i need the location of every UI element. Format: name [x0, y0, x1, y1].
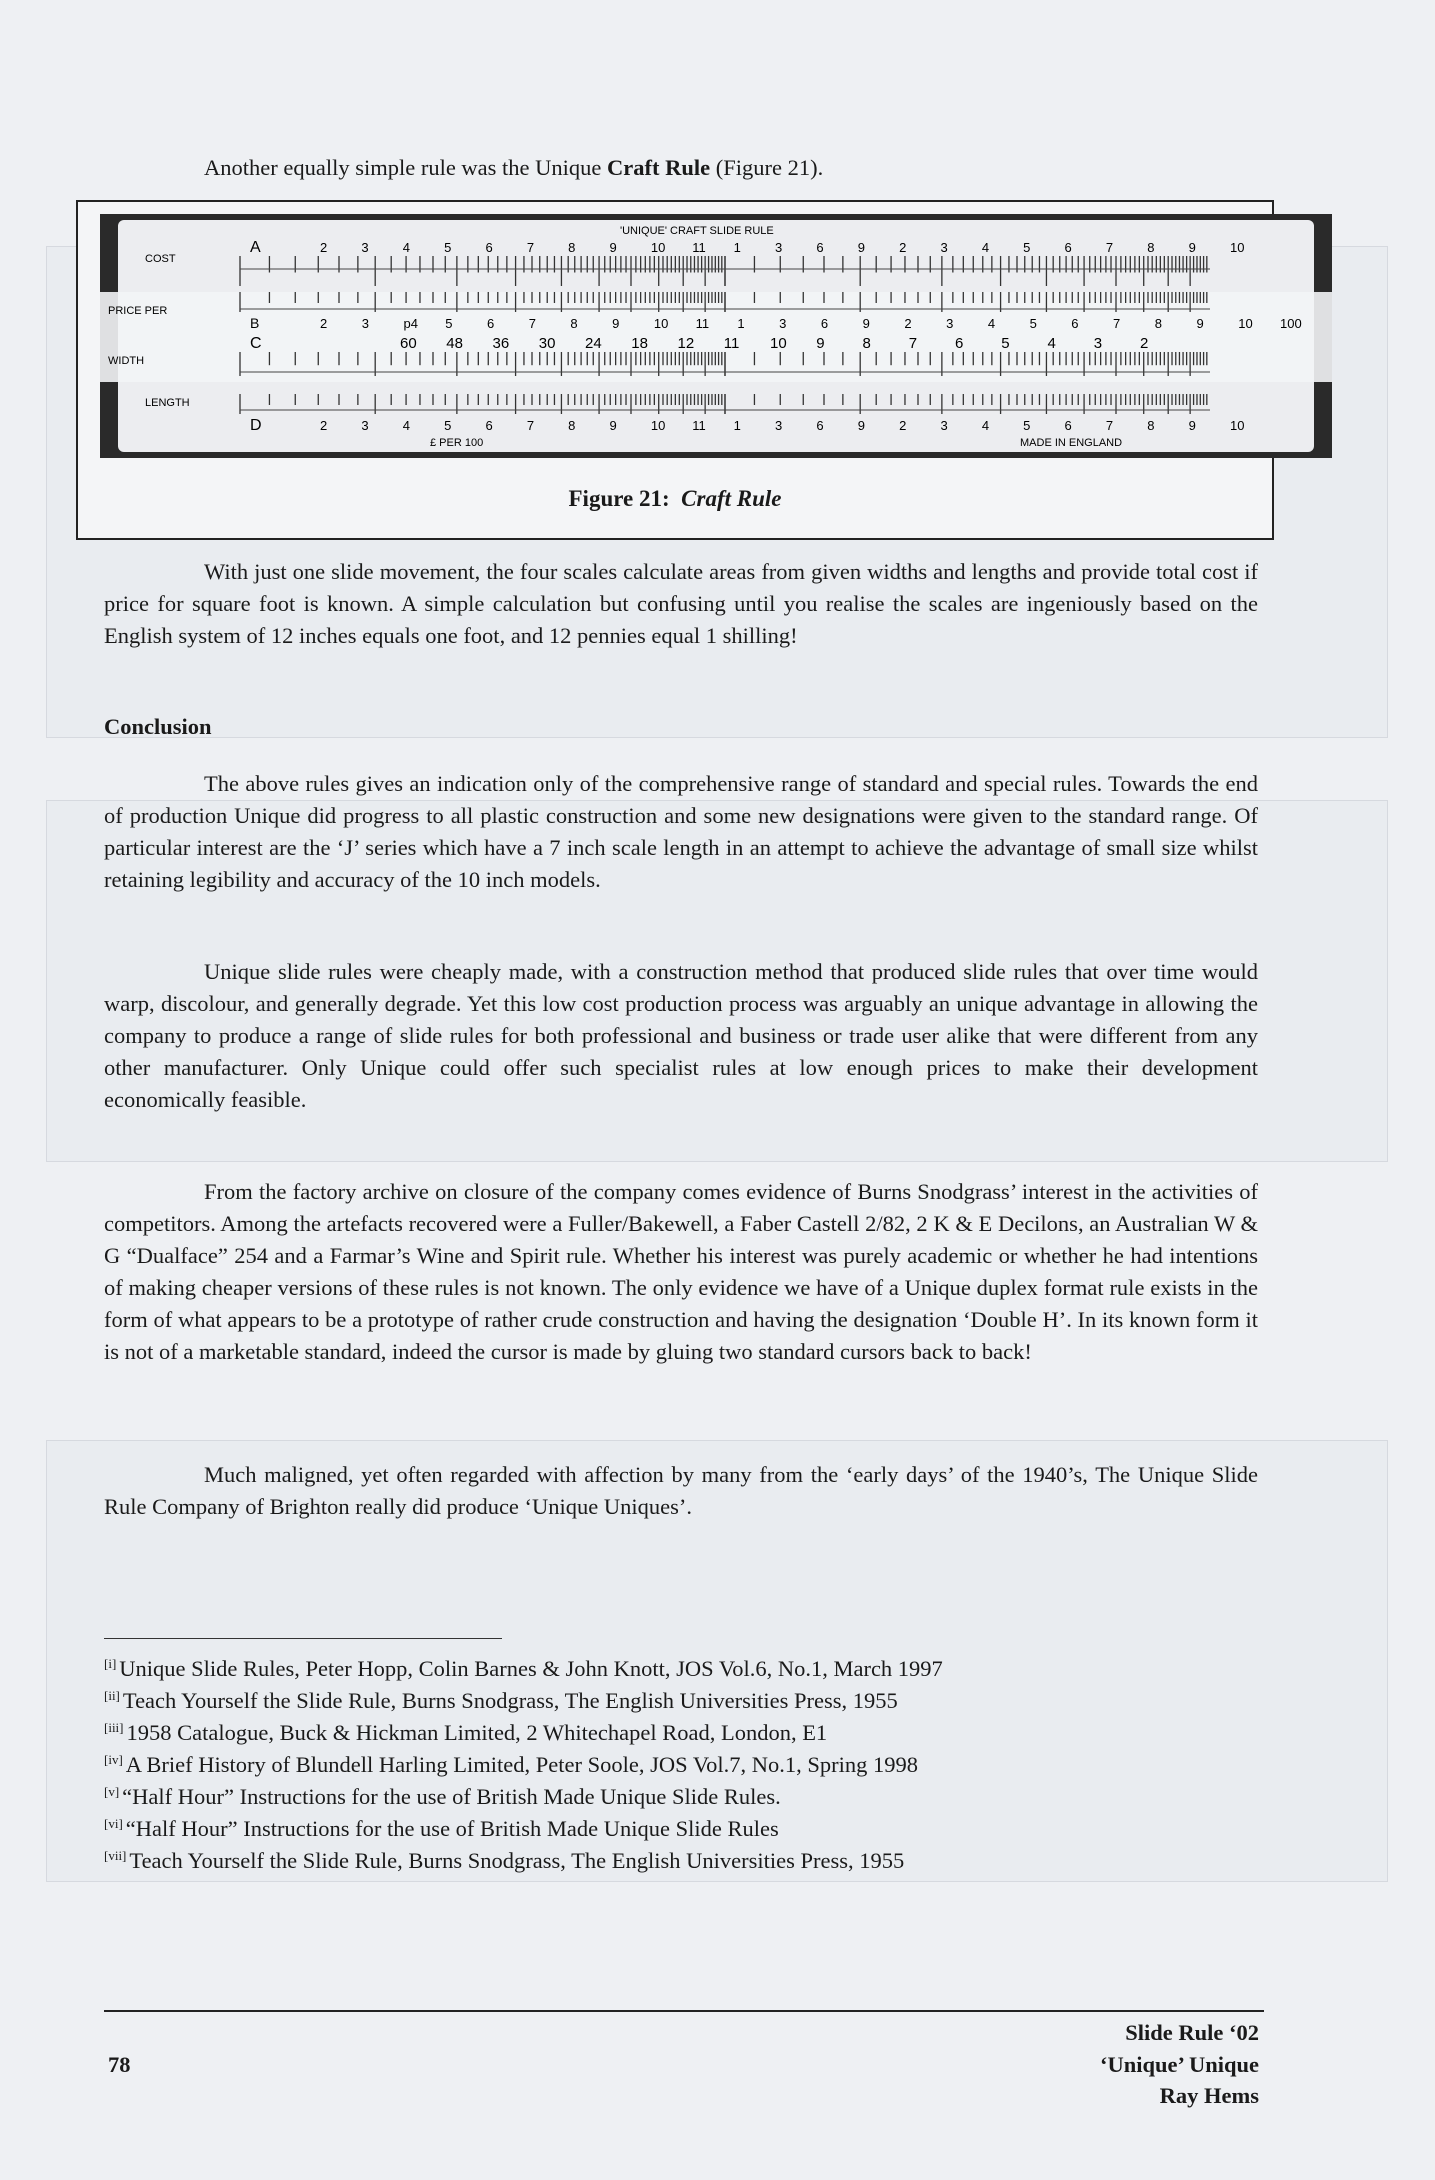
scale-number: 10: [1238, 316, 1253, 331]
rule-title: 'UNIQUE' CRAFT SLIDE RULE: [620, 225, 774, 237]
scale-number: 60: [400, 335, 417, 352]
scale-number: 5: [444, 240, 452, 255]
scale-number: 9: [862, 316, 870, 331]
page-number: 78: [108, 2052, 131, 2077]
label-price-per: PRICE PER: [108, 305, 168, 317]
scale-number: 7: [526, 418, 535, 433]
intro-after: (Figure 21).: [710, 155, 824, 180]
scale-number: 2: [899, 418, 907, 433]
scale-number: 9: [1188, 418, 1196, 433]
scale-number: 2: [899, 240, 907, 255]
label-cost: COST: [145, 253, 176, 265]
footnote-mark: [iv]: [104, 1752, 123, 1767]
scale-number: 9: [609, 418, 617, 433]
scale-number: 4: [981, 240, 990, 255]
scale-number: p4: [403, 316, 418, 331]
label-length: LENGTH: [145, 397, 190, 409]
scale-number: 1: [737, 316, 745, 331]
footnote-mark: [vii]: [104, 1848, 127, 1863]
paragraph-text: Much maligned, yet often regarded with affection by many from the ‘early days’ of the 1940’s, The Unique Slide Rule Company of Brighton really did produce ‘Unique Uniques’.: [104, 1462, 1258, 1519]
scale-number: 3: [361, 316, 369, 331]
scale-number: 100: [1280, 316, 1302, 331]
paragraph-2: [104, 768, 1258, 896]
scale-number: 7: [526, 240, 535, 255]
scale-number: 6: [485, 418, 493, 433]
footnote: [104, 1840, 904, 1877]
scale-number: 5: [444, 418, 452, 433]
scale-number: 8: [568, 240, 576, 255]
paragraph-5: [104, 1459, 1258, 1523]
footnote-mark: [ii]: [104, 1688, 120, 1703]
footnote-text: Teach Yourself the Slide Rule, Burns Snodgrass, The English Universities Press, 1955: [129, 1848, 905, 1873]
footer-line-3: Ray Hems: [1159, 2083, 1259, 2108]
footnote-text: Unique Slide Rules, Peter Hopp, Colin Barnes & John Knott, JOS Vol.6, No.1, March 1997: [119, 1656, 943, 1681]
footnote-mark: [iii]: [104, 1720, 124, 1735]
scale-number: 4: [1047, 335, 1056, 352]
footnote-text: “Half Hour” Instructions for the use of British Made Unique Slide Rules: [125, 1816, 779, 1841]
per-100-label: £ PER 100: [430, 437, 484, 449]
footnote-mark: [i]: [104, 1656, 117, 1671]
scale-number: 10: [650, 240, 666, 255]
scale-number: 9: [1188, 240, 1196, 255]
paragraph-1: [104, 556, 1258, 652]
scale-number: 5: [1029, 316, 1037, 331]
section-heading: Conclusion: [104, 714, 212, 739]
scale-number: 5: [445, 316, 453, 331]
scale-number: 7: [1113, 316, 1121, 331]
footnote-mark: [v]: [104, 1784, 120, 1799]
scale-number: 2: [904, 316, 912, 331]
scale-number: 3: [1093, 335, 1103, 352]
scale-number: 36: [492, 335, 510, 352]
scale-number: 3: [361, 240, 369, 255]
scale-number: 6: [816, 240, 824, 255]
scale-number: 1: [733, 240, 741, 255]
footnote-divider: [104, 1638, 502, 1639]
scale-number: 18: [631, 335, 648, 352]
scale-number: 9: [612, 316, 620, 331]
scale-number: 7: [1105, 418, 1114, 433]
scale-number: 6: [1064, 418, 1072, 433]
scale-number: 2: [320, 418, 328, 433]
paragraph-text: With just one slide movement, the four scales calculate areas from given widths and lengths and provide total cost if price for square foot is known. A simple calculation but confusing until you realise the scales are ingeniously based on the English system of 12 inches equals one foot, and 12 pennies equal 1 shilling!: [104, 559, 1258, 648]
footnote-text: Teach Yourself the Slide Rule, Burns Snodgrass, The English Universities Press, 1955: [122, 1688, 898, 1713]
scale-number: 8: [568, 418, 576, 433]
footer-divider: [104, 2010, 1264, 2012]
figure-21: [76, 200, 1302, 540]
scale-number: 10: [1230, 418, 1245, 433]
scale-number: 4: [981, 418, 990, 433]
scale-number: 8: [862, 335, 871, 352]
scale-number: 8: [1154, 316, 1163, 331]
intro-line: [204, 152, 1435, 184]
scale-number: 30: [538, 335, 556, 352]
scale-number: 10: [653, 316, 669, 331]
label-a: A: [250, 239, 261, 256]
caption-label: Figure 21:: [568, 486, 670, 511]
scale-number: 10: [1230, 240, 1245, 255]
scale-number: 6: [486, 316, 495, 331]
footer-line-2: ‘Unique’ Unique: [1100, 2052, 1259, 2077]
label-c: C: [250, 335, 262, 352]
scale-number: 8: [1147, 240, 1155, 255]
caption-title: Craft Rule: [681, 486, 782, 511]
scale-number: 4: [987, 316, 996, 331]
paragraph-text: Unique slide rules were cheaply made, with a construction method that produced slide rules that over time would warp, discolour, and generally degrade. Yet this low cost production process was arguably an unique advantage in allowing the company to produce a range of slide rules for both professional and business or trade user alike that were different from any other manufacturer. Only Unique could offer such specialist rules at low enough prices to make their development economically feasible.: [104, 959, 1258, 1112]
figure-caption: [78, 486, 1272, 512]
slide-rule-image: [100, 214, 1332, 458]
scale-number: 12: [677, 335, 695, 352]
scale-number: 24: [585, 335, 602, 352]
scale-number: 6: [485, 240, 493, 255]
label-width: WIDTH: [108, 355, 145, 367]
scale-number: 11: [695, 316, 710, 331]
footer-line-1: Slide Rule ‘02: [1125, 2020, 1259, 2045]
footnote-text: “Half Hour” Instructions for the use of British Made Unique Slide Rules.: [122, 1784, 781, 1809]
scale-number: 9: [1196, 316, 1204, 331]
scale-number: 6: [1071, 316, 1079, 331]
scale-number: 11: [723, 335, 740, 352]
scale-number: 3: [779, 316, 787, 331]
paragraph-3: [104, 956, 1258, 1116]
scale-number: 11: [692, 240, 706, 255]
footnote-mark: [vi]: [104, 1816, 123, 1831]
scale-number: 2: [320, 240, 328, 255]
scale-number: 6: [955, 335, 964, 352]
scale-number: 5: [1023, 240, 1031, 255]
label-d: D: [250, 417, 262, 434]
scale-number: 3: [775, 240, 783, 255]
scale-number: 2: [1140, 335, 1149, 352]
scale-number: 4: [402, 418, 410, 433]
scale-number: 9: [857, 418, 865, 433]
scale-number: 9: [609, 240, 617, 255]
scale-number: 9: [857, 240, 865, 255]
scale-number: 3: [940, 240, 948, 255]
scale-number: 8: [570, 316, 578, 331]
scale-number: 6: [820, 316, 829, 331]
paragraph-4: [104, 1176, 1258, 1368]
intro-text: Another equally simple rule was the Unique: [204, 155, 608, 180]
scale-number: 9: [816, 335, 825, 352]
footnote-text: A Brief History of Blundell Harling Limited, Peter Soole, JOS Vol.7, No.1, Spring 1998: [125, 1752, 919, 1777]
scale-number: 2: [320, 316, 328, 331]
scale-number: 5: [1001, 335, 1010, 352]
scale-number: 11: [692, 418, 706, 433]
scale-number: 10: [650, 418, 666, 433]
made-in-england-label: MADE IN ENGLAND: [1020, 437, 1123, 449]
intro-bold: Craft Rule: [607, 155, 711, 180]
scale-number: 3: [940, 418, 948, 433]
scale-number: 8: [1147, 418, 1155, 433]
footnote-text: 1958 Catalogue, Buck & Hickman Limited, 2 Whitechapel Road, London, E1: [126, 1720, 828, 1745]
scale-number: 3: [361, 418, 369, 433]
scale-number: 5: [1023, 418, 1031, 433]
scale-number: 7: [1105, 240, 1114, 255]
scale-number: 3: [946, 316, 954, 331]
scale-number: 10: [770, 335, 787, 352]
scale-number: 7: [528, 316, 536, 331]
scale-number: 3: [775, 418, 783, 433]
scale-number: 6: [1064, 240, 1072, 255]
scale-number: 4: [402, 240, 410, 255]
scale-number: 6: [816, 418, 824, 433]
label-b: B: [250, 315, 260, 331]
paragraph-text: From the factory archive on closure of the company comes evidence of Burns Snodgrass’ interest in the activities of competitors. Among the artefacts recovered were a Fuller/Bakewell, a Faber Castell 2/82, 2 K & E Decilons, an Australian W & G “Dualface” 254 and a Farmar’s Wine and Spirit rule. Whether his interest was purely academic or whether he had intentions of making cheaper versions of these rules is not known. The only evidence we have of a Unique duplex format rule exists in the form of what appears to be a prototype of rather crude construction and having the designation ‘Double H’. In its known form it is not of a marketable standard, indeed the cursor is made by gluing two standard cursors back to back!: [104, 1179, 1258, 1364]
scale-number: 1: [733, 418, 741, 433]
scale-number: 48: [446, 335, 463, 352]
scale-number: 7: [908, 335, 918, 352]
paragraph-text: The above rules gives an indication only of the comprehensive range of standard and special rules. Towards the end of production Unique did progress to all plastic construction and some new designations were given to the standard range. Of particular interest are the ‘J’ series which have a 7 inch scale length in an attempt to achieve the advantage of small size whilst retaining legibility and accuracy of the 10 inch models.: [104, 771, 1258, 892]
